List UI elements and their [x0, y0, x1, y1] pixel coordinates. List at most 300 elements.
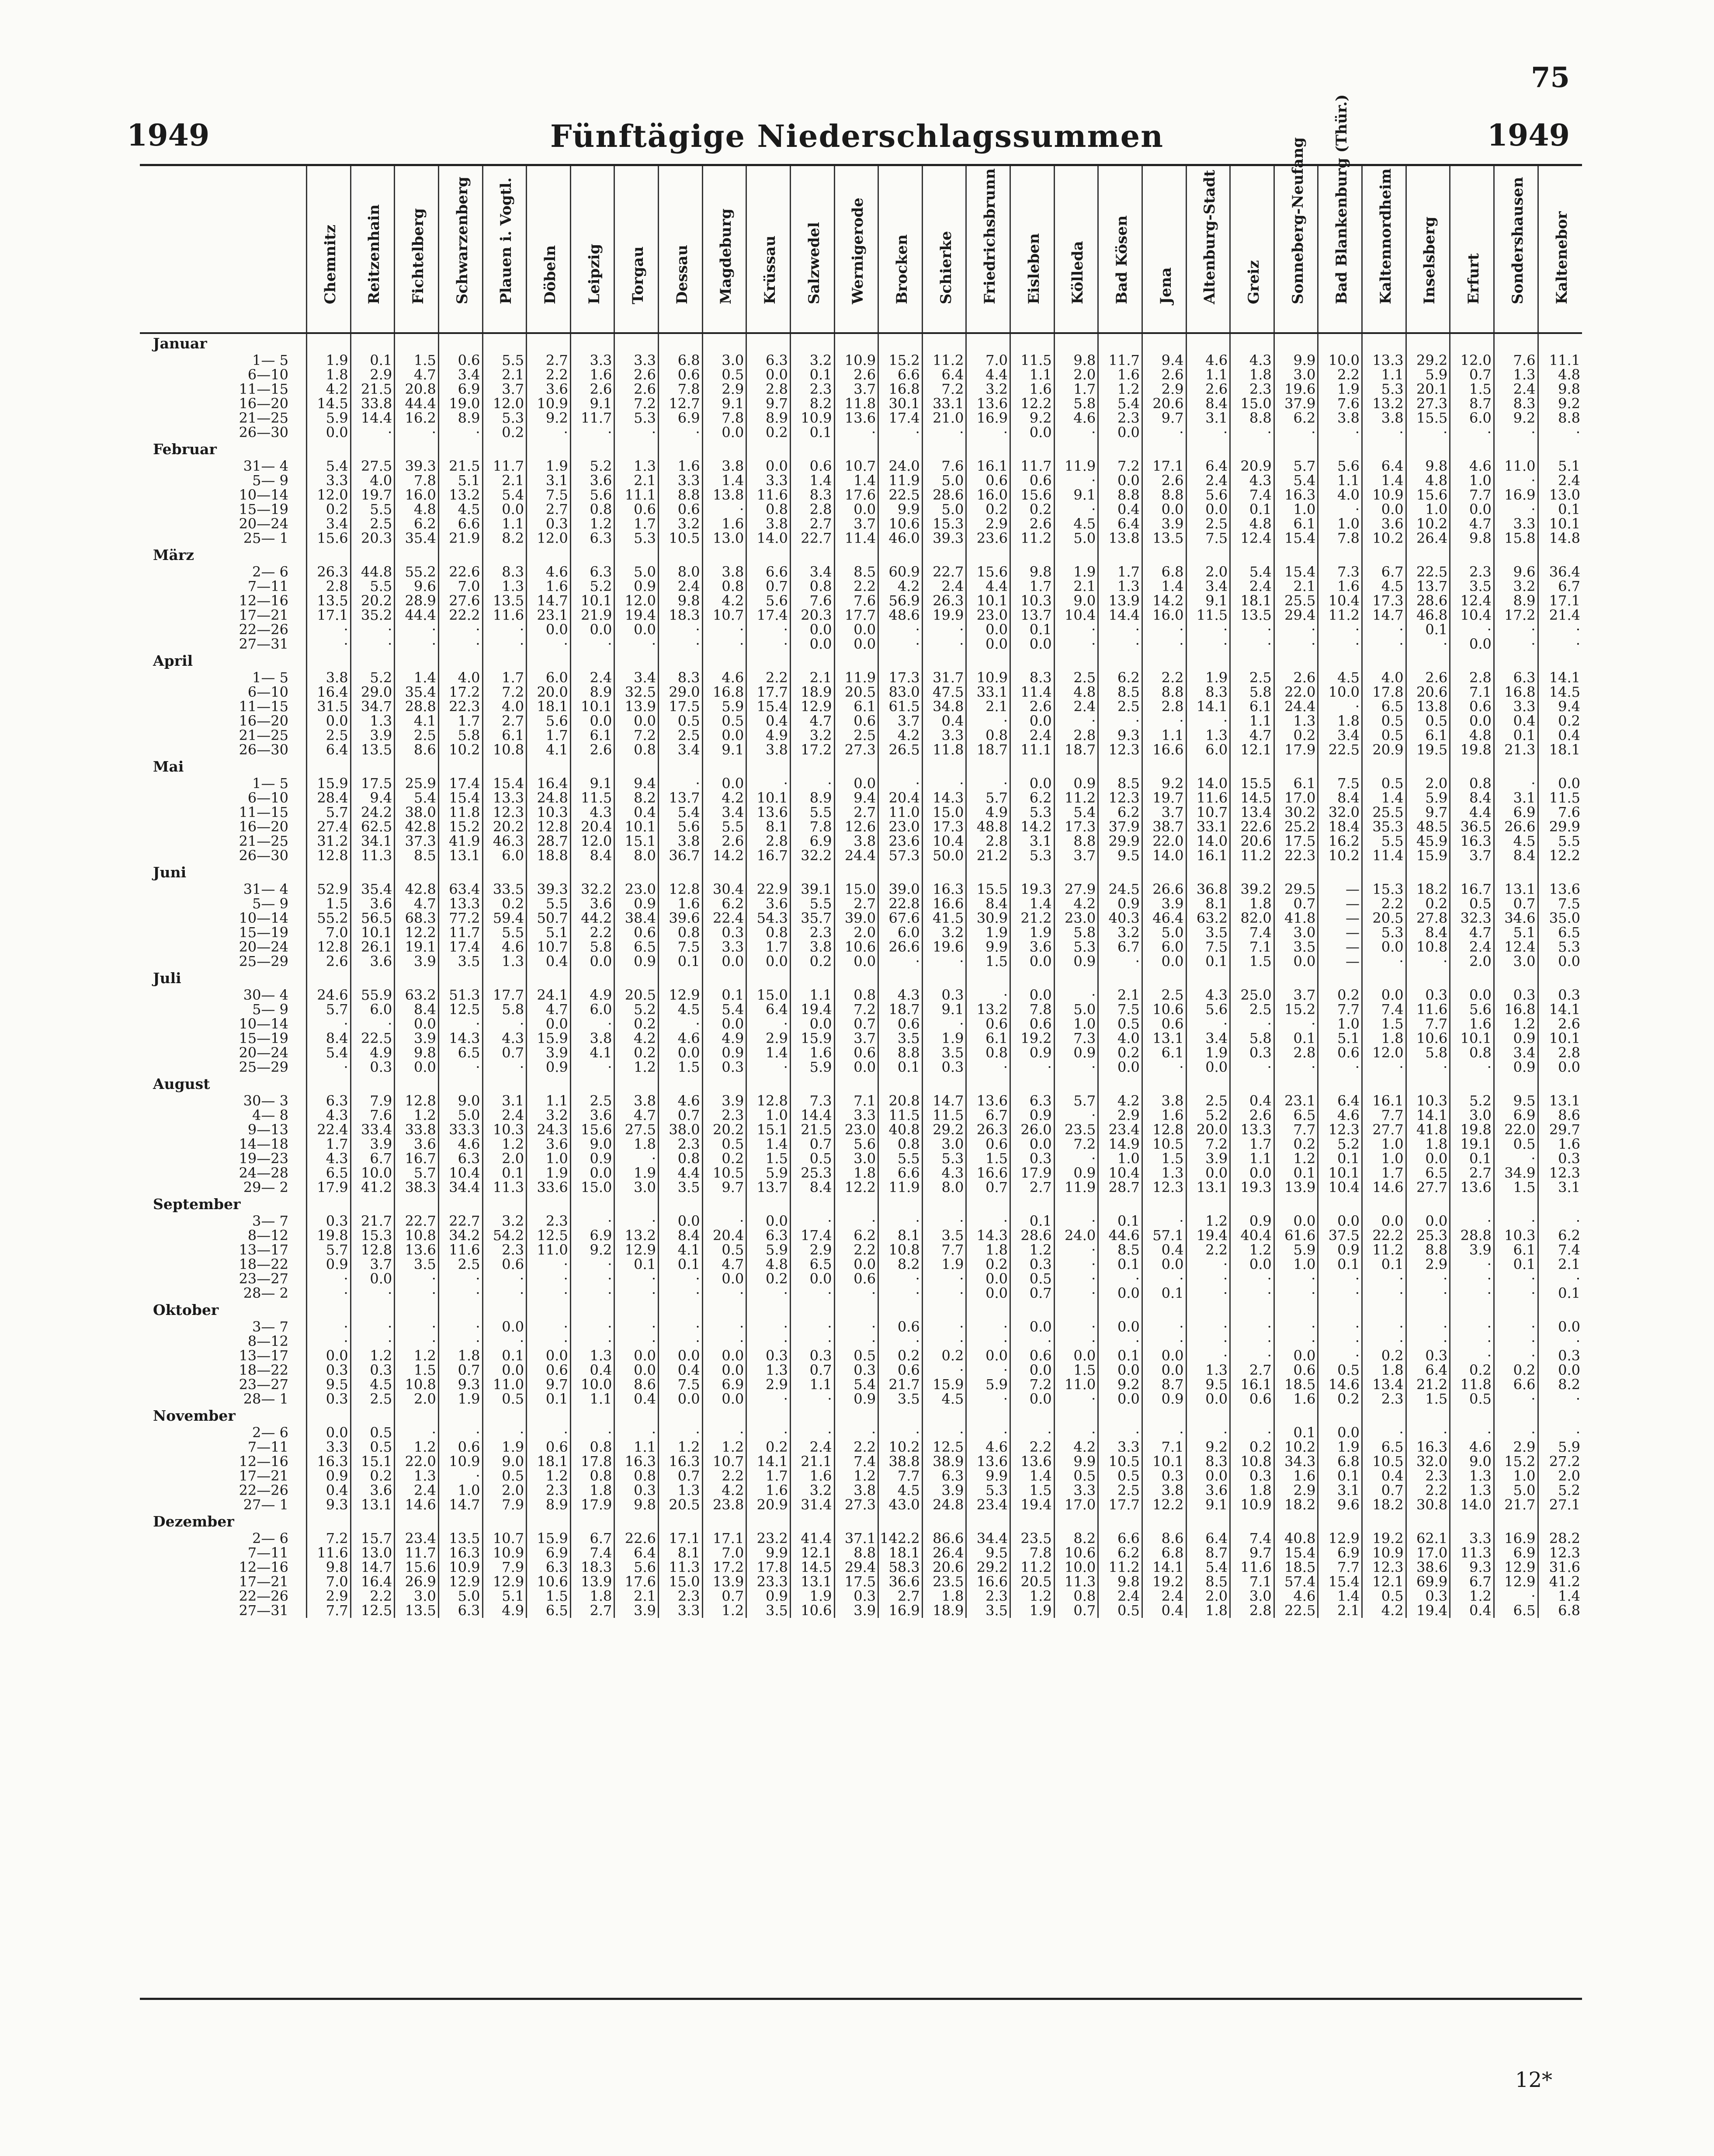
empty-cell — [834, 757, 878, 776]
precipitation-value: 6.7 — [966, 1108, 1010, 1123]
precipitation-value: 4.6 — [966, 1440, 1010, 1454]
precipitation-value: 4.6 — [659, 1094, 703, 1108]
empty-cell — [746, 1406, 791, 1426]
precipitation-value: 0.0 — [1230, 1257, 1274, 1272]
precipitation-value: 3.6 — [527, 1137, 571, 1151]
table-row — [140, 622, 1582, 637]
precipitation-value: 11.7 — [438, 925, 482, 940]
precipitation-value: 6.6 — [746, 565, 791, 579]
precipitation-value: 7.4 — [1230, 925, 1274, 940]
precipitation-value: 20.3 — [790, 608, 834, 622]
precipitation-value: 2.2 — [527, 368, 571, 382]
precipitation-value: 19.3 — [1230, 1180, 1274, 1195]
precipitation-value: 0.1 — [1274, 1426, 1318, 1440]
precipitation-value: 4.8 — [746, 1257, 791, 1272]
precipitation-value: 22.3 — [1274, 848, 1318, 863]
precipitation-value: 12.9 — [1318, 1531, 1362, 1546]
precipitation-value: 12.2 — [1142, 1498, 1186, 1512]
empty-cell — [659, 863, 703, 882]
precipitation-value: · — [307, 1060, 351, 1075]
precipitation-value: 6.4 — [922, 368, 966, 382]
empty-cell — [527, 757, 571, 776]
empty-cell — [1362, 440, 1406, 459]
precipitation-value: 1.7 — [1098, 565, 1142, 579]
precipitation-value: 6.4 — [307, 743, 351, 757]
precipitation-value: 6.4 — [1406, 1363, 1450, 1377]
precipitation-value: 0.0 — [966, 1286, 1010, 1301]
precipitation-value: 10.7 — [527, 940, 571, 954]
precipitation-value: 14.6 — [1318, 1377, 1362, 1392]
precipitation-value: 3.3 — [1098, 1440, 1142, 1454]
precipitation-value: 17.9 — [570, 1498, 614, 1512]
period-label: 22—26 — [239, 622, 288, 637]
empty-cell — [1010, 1301, 1055, 1320]
precipitation-value: 2.1 — [1274, 579, 1318, 594]
precipitation-value: 9.2 — [1494, 411, 1538, 425]
precipitation-value: 9.7 — [1230, 1546, 1274, 1560]
precipitation-value: 50.7 — [527, 911, 571, 925]
precipitation-value: 15.5 — [1230, 776, 1274, 791]
precipitation-value: 2.2 — [1186, 1243, 1230, 1257]
precipitation-value: 1.7 — [746, 1469, 791, 1483]
precipitation-value: 6.5 — [790, 1257, 834, 1272]
precipitation-value: 10.6 — [1142, 1002, 1186, 1017]
precipitation-value: 0.4 — [746, 714, 791, 728]
precipitation-value: 9.9 — [1054, 1454, 1098, 1469]
precipitation-value: 4.1 — [395, 714, 439, 728]
precipitation-value: 47.5 — [922, 685, 966, 699]
precipitation-value: 4.7 — [614, 1108, 659, 1123]
precipitation-value: 9.4 — [614, 776, 659, 791]
precipitation-value: 2.6 — [307, 954, 351, 969]
precipitation-value: 3.3 — [614, 353, 659, 368]
precipitation-value: 12.3 — [1538, 1546, 1582, 1560]
precipitation-value: 4.2 — [307, 382, 351, 396]
precipitation-value: 27.7 — [1362, 1123, 1406, 1137]
empty-cell — [1142, 757, 1186, 776]
precipitation-value: · — [1142, 1272, 1186, 1286]
precipitation-value: 40.4 — [1230, 1228, 1274, 1243]
precipitation-value: 15.4 — [1274, 1546, 1318, 1560]
precipitation-value: 7.8 — [1010, 1546, 1055, 1560]
precipitation-value: 0.3 — [922, 988, 966, 1002]
precipitation-value: 0.5 — [1406, 714, 1450, 728]
precipitation-value: 61.6 — [1274, 1228, 1318, 1243]
precipitation-value: 7.4 — [834, 1454, 878, 1469]
precipitation-value: 4.0 — [1362, 671, 1406, 685]
precipitation-value: 1.9 — [922, 1257, 966, 1272]
precipitation-value: 6.4 — [1186, 1531, 1230, 1546]
precipitation-value: 0.0 — [527, 622, 571, 637]
precipitation-value: 31.2 — [307, 834, 351, 848]
precipitation-value: 3.5 — [1450, 579, 1494, 594]
precipitation-value: 2.1 — [614, 473, 659, 488]
precipitation-value: 15.0 — [570, 1180, 614, 1195]
precipitation-value: 19.7 — [350, 488, 395, 502]
precipitation-value: 11.5 — [878, 1108, 923, 1123]
precipitation-value: 9.5 — [1494, 1094, 1538, 1108]
precipitation-value: 5.4 — [1274, 473, 1318, 488]
month-header-row — [140, 1512, 1582, 1531]
precipitation-value: 5.7 — [307, 1002, 351, 1017]
precipitation-value: · — [438, 1060, 482, 1075]
precipitation-value: · — [702, 1334, 746, 1349]
precipitation-value: 10.5 — [659, 531, 703, 546]
precipitation-value: · — [790, 1392, 834, 1406]
precipitation-value: 3.8 — [659, 834, 703, 848]
precipitation-value: 13.5 — [438, 1531, 482, 1546]
precipitation-value: 5.9 — [307, 411, 351, 425]
precipitation-value: 34.1 — [350, 834, 395, 848]
precipitation-value: 39.3 — [527, 882, 571, 897]
precipitation-value: 0.0 — [790, 637, 834, 651]
precipitation-value: 9.8 — [1450, 531, 1494, 546]
precipitation-value: 4.6 — [482, 940, 527, 954]
period-label: 2— 6 — [252, 565, 288, 579]
precipitation-value: 2.6 — [834, 368, 878, 382]
precipitation-value: 13.9 — [1098, 594, 1142, 608]
precipitation-value: 22.6 — [1230, 820, 1274, 834]
precipitation-value: 26.3 — [922, 594, 966, 608]
precipitation-value: 14.3 — [966, 1228, 1010, 1243]
precipitation-value: 1.3 — [746, 1363, 791, 1377]
precipitation-value: 1.4 — [746, 1046, 791, 1060]
precipitation-value: 3.9 — [1186, 1151, 1230, 1166]
precipitation-value: 10.8 — [878, 1243, 923, 1257]
precipitation-value: 9.9 — [966, 940, 1010, 954]
empty-cell — [438, 1075, 482, 1094]
month-label: Januar — [153, 335, 207, 352]
precipitation-value: · — [1318, 1349, 1362, 1363]
precipitation-value: 5.0 — [438, 1589, 482, 1603]
precipitation-value: 7.5 — [659, 940, 703, 954]
precipitation-value: 9.2 — [1010, 411, 1055, 425]
precipitation-value: · — [614, 1272, 659, 1286]
precipitation-value: 2.4 — [1538, 473, 1582, 488]
precipitation-value: 7.2 — [1054, 1137, 1098, 1151]
precipitation-value: 5.0 — [922, 502, 966, 517]
precipitation-value: 0.2 — [1274, 1137, 1318, 1151]
precipitation-value: 15.4 — [482, 776, 527, 791]
precipitation-value: 0.0 — [1538, 954, 1582, 969]
precipitation-value: 20.4 — [702, 1228, 746, 1243]
precipitation-value: 2.9 — [307, 1589, 351, 1603]
precipitation-value: 0.6 — [1230, 1392, 1274, 1406]
precipitation-value: 2.8 — [1142, 699, 1186, 714]
empty-cell — [1406, 333, 1450, 353]
precipitation-value: 2.6 — [1538, 1017, 1582, 1031]
precipitation-value: 3.0 — [922, 1137, 966, 1151]
precipitation-value: 9.9 — [746, 1546, 791, 1560]
precipitation-value: 2.9 — [702, 382, 746, 396]
precipitation-value: 44.4 — [395, 608, 439, 622]
table-row — [140, 1046, 1582, 1060]
precipitation-value: · — [1494, 1320, 1538, 1334]
precipitation-value: 0.9 — [1054, 1166, 1098, 1180]
precipitation-value: 5.0 — [922, 473, 966, 488]
precipitation-value: · — [659, 425, 703, 440]
empty-cell — [1494, 1406, 1538, 1426]
precipitation-value: 14.5 — [1538, 685, 1582, 699]
precipitation-value: · — [1406, 425, 1450, 440]
precipitation-value: 8.4 — [1318, 791, 1362, 805]
precipitation-value: 25.2 — [1274, 820, 1318, 834]
precipitation-value: 4.0 — [350, 473, 395, 488]
precipitation-value: 3.9 — [834, 1603, 878, 1618]
empty-cell — [1054, 651, 1098, 671]
precipitation-value: · — [1450, 1320, 1494, 1334]
precipitation-value: 8.9 — [746, 411, 791, 425]
precipitation-value: 0.9 — [570, 1151, 614, 1166]
empty-cell — [1098, 757, 1142, 776]
precipitation-value: 2.4 — [659, 579, 703, 594]
precipitation-value: 1.8 — [307, 368, 351, 382]
precipitation-value: 3.3 — [746, 473, 791, 488]
precipitation-value: 11.8 — [1450, 1377, 1494, 1392]
precipitation-value: 0.5 — [702, 1243, 746, 1257]
precipitation-value: · — [1098, 622, 1142, 637]
precipitation-value: 0.0 — [834, 954, 878, 969]
precipitation-value: 10.9 — [1362, 1546, 1406, 1560]
precipitation-value: 3.6 — [570, 1108, 614, 1123]
precipitation-value: 10.3 — [527, 805, 571, 820]
precipitation-value: 0.2 — [614, 1046, 659, 1060]
precipitation-value: 2.0 — [1538, 1469, 1582, 1483]
precipitation-value: 1.2 — [1010, 1243, 1055, 1257]
station-name: Krüssau — [761, 235, 779, 304]
precipitation-value: 2.1 — [1538, 1257, 1582, 1272]
precipitation-value: 6.5 — [1406, 1166, 1450, 1180]
precipitation-value: 5.0 — [1494, 1483, 1538, 1498]
precipitation-value: 39.0 — [834, 911, 878, 925]
empty-cell — [527, 546, 571, 565]
precipitation-value: 0.9 — [614, 954, 659, 969]
precipitation-value: 17.2 — [1494, 608, 1538, 622]
precipitation-value: · — [482, 1334, 527, 1349]
precipitation-value: 12.3 — [1538, 1166, 1582, 1180]
precipitation-value: 4.7 — [527, 1002, 571, 1017]
precipitation-value: 0.0 — [1010, 425, 1055, 440]
empty-cell — [350, 333, 395, 353]
precipitation-value: 2.7 — [527, 353, 571, 368]
precipitation-value: 7.6 — [834, 594, 878, 608]
precipitation-value: 2.0 — [1406, 776, 1450, 791]
precipitation-value: 9.5 — [1186, 1377, 1230, 1392]
precipitation-value: 16.3 — [1406, 1440, 1450, 1454]
precipitation-value: 1.4 — [1010, 897, 1055, 911]
station-header — [614, 166, 659, 333]
precipitation-value: 0.0 — [659, 1392, 703, 1406]
precipitation-value: 28.4 — [307, 791, 351, 805]
precipitation-value: 34.4 — [438, 1180, 482, 1195]
empty-cell — [746, 1512, 791, 1531]
precipitation-value: 0.1 — [1098, 1257, 1142, 1272]
precipitation-value: · — [1406, 1320, 1450, 1334]
empty-cell — [1230, 1406, 1274, 1426]
precipitation-value: 9.9 — [966, 1469, 1010, 1483]
precipitation-value: 0.2 — [966, 1257, 1010, 1272]
precipitation-value: 0.0 — [746, 1214, 791, 1228]
period-label: 25—29 — [239, 954, 288, 969]
precipitation-value: 11.3 — [659, 1560, 703, 1575]
month-label: April — [153, 652, 193, 669]
precipitation-value: · — [482, 1060, 527, 1075]
empty-cell — [1494, 1075, 1538, 1094]
precipitation-value: 1.8 — [1230, 897, 1274, 911]
precipitation-value: · — [1318, 425, 1362, 440]
precipitation-value: 0.1 — [1318, 1257, 1362, 1272]
precipitation-value: 2.8 — [746, 834, 791, 848]
precipitation-value: · — [790, 776, 834, 791]
precipitation-value: 17.1 — [1142, 459, 1186, 473]
precipitation-value: 3.2 — [1494, 579, 1538, 594]
empty-cell — [482, 1406, 527, 1426]
precipitation-value: 7.6 — [790, 594, 834, 608]
precipitation-value: · — [1494, 1272, 1538, 1286]
precipitation-value: 8.9 — [1494, 594, 1538, 608]
precipitation-value: 3.0 — [1274, 925, 1318, 940]
precipitation-value: 14.7 — [527, 594, 571, 608]
empty-cell — [395, 969, 439, 988]
empty-cell — [1538, 333, 1582, 353]
precipitation-value: 0.1 — [1274, 1166, 1318, 1180]
precipitation-value: 19.6 — [922, 940, 966, 954]
precipitation-value: 0.7 — [1054, 1603, 1098, 1618]
empty-cell — [966, 1195, 1010, 1214]
precipitation-value: 18.4 — [1318, 820, 1362, 834]
precipitation-value: 20.9 — [746, 1498, 791, 1512]
precipitation-value: 1.6 — [790, 1046, 834, 1060]
period-label: 26—30 — [239, 425, 288, 440]
precipitation-value: 0.3 — [834, 1589, 878, 1603]
precipitation-value: 3.3 — [307, 1440, 351, 1454]
precipitation-value: 18.1 — [1230, 594, 1274, 608]
precipitation-value: 1.4 — [1362, 791, 1406, 805]
precipitation-value: 7.6 — [350, 1108, 395, 1123]
precipitation-value: 3.2 — [482, 1214, 527, 1228]
precipitation-value: 20.4 — [878, 791, 923, 805]
precipitation-value: 0.2 — [790, 954, 834, 969]
table-row — [140, 1243, 1582, 1257]
precipitation-value: 0.6 — [527, 1363, 571, 1377]
precipitation-value: 9.1 — [702, 743, 746, 757]
precipitation-value: 13.0 — [702, 531, 746, 546]
precipitation-value: · — [1098, 637, 1142, 651]
precipitation-value: 2.7 — [570, 1603, 614, 1618]
precipitation-value: 1.3 — [1494, 368, 1538, 382]
empty-cell — [834, 546, 878, 565]
precipitation-value: 18.7 — [1054, 743, 1098, 757]
precipitation-value: 0.0 — [570, 714, 614, 728]
precipitation-value: 13.1 — [790, 1575, 834, 1589]
precipitation-value: 5.0 — [438, 1108, 482, 1123]
precipitation-value: 0.0 — [1142, 1257, 1186, 1272]
empty-cell — [922, 863, 966, 882]
precipitation-value: 10.6 — [1406, 1031, 1450, 1046]
precipitation-value: 12.6 — [834, 820, 878, 834]
precipitation-value: 1.5 — [1230, 954, 1274, 969]
period-label: 19—23 — [239, 1151, 288, 1166]
precipitation-value: 13.0 — [350, 1546, 395, 1560]
precipitation-value: 16.9 — [966, 411, 1010, 425]
precipitation-value: 2.3 — [790, 925, 834, 940]
precipitation-value: 11.6 — [438, 1243, 482, 1257]
empty-cell — [307, 1195, 351, 1214]
table-row — [140, 382, 1582, 396]
precipitation-value: · — [1054, 1060, 1098, 1075]
empty-cell — [1450, 651, 1494, 671]
precipitation-value: 15.4 — [438, 791, 482, 805]
precipitation-value: 7.8 — [702, 411, 746, 425]
precipitation-value: 16.9 — [878, 1603, 923, 1618]
empty-cell — [1142, 863, 1186, 882]
empty-cell — [438, 863, 482, 882]
precipitation-value: 55.2 — [395, 565, 439, 579]
station-header — [1098, 166, 1142, 333]
precipitation-value: 0.5 — [1098, 1017, 1142, 1031]
precipitation-value: · — [1494, 502, 1538, 517]
precipitation-value: 1.7 — [1230, 1137, 1274, 1151]
precipitation-value: 4.9 — [966, 805, 1010, 820]
precipitation-value: 14.3 — [922, 791, 966, 805]
precipitation-value: 11.2 — [1230, 848, 1274, 863]
precipitation-value: 0.1 — [1538, 502, 1582, 517]
station-header — [1494, 166, 1538, 333]
precipitation-value: 3.0 — [395, 1589, 439, 1603]
precipitation-value: 6.5 — [527, 1603, 571, 1618]
precipitation-value: 41.2 — [1538, 1575, 1582, 1589]
precipitation-value: 8.4 — [1406, 925, 1450, 940]
precipitation-value: 20.5 — [659, 1498, 703, 1512]
empty-cell — [1494, 440, 1538, 459]
precipitation-value: 14.7 — [922, 1094, 966, 1108]
precipitation-value: 5.1 — [1538, 459, 1582, 473]
precipitation-value: 0.7 — [702, 1589, 746, 1603]
precipitation-value: 2.2 — [1406, 1483, 1450, 1498]
precipitation-value: 8.4 — [307, 1031, 351, 1046]
precipitation-value: 0.0 — [834, 1257, 878, 1272]
empty-cell — [1186, 440, 1230, 459]
period-label: 7—11 — [247, 1546, 288, 1560]
precipitation-value: 9.5 — [307, 1377, 351, 1392]
precipitation-value: 0.0 — [1098, 1320, 1142, 1334]
precipitation-value: · — [438, 1286, 482, 1301]
precipitation-value: · — [922, 954, 966, 969]
precipitation-value: 8.2 — [482, 531, 527, 546]
empty-cell — [790, 333, 834, 353]
empty-cell — [834, 1301, 878, 1320]
precipitation-value: · — [570, 425, 614, 440]
precipitation-value: 6.5 — [614, 940, 659, 954]
precipitation-value: 4.3 — [1230, 353, 1274, 368]
precipitation-value: 26.6 — [878, 940, 923, 954]
precipitation-value: 0.3 — [614, 1483, 659, 1498]
period-label: 20—24 — [239, 1046, 288, 1060]
precipitation-value: 44.4 — [395, 396, 439, 411]
precipitation-value: · — [570, 1272, 614, 1286]
empty-cell — [527, 651, 571, 671]
empty-cell — [570, 1301, 614, 1320]
precipitation-value: 3.5 — [659, 1180, 703, 1195]
precipitation-value: 4.3 — [1186, 988, 1230, 1002]
precipitation-value: 0.0 — [746, 954, 791, 969]
precipitation-value: 24.2 — [350, 805, 395, 820]
month-label: November — [153, 1407, 236, 1424]
precipitation-value: 2.9 — [350, 368, 395, 382]
empty-cell — [614, 1301, 659, 1320]
period-label: 26—30 — [239, 848, 288, 863]
precipitation-value: 8.5 — [1098, 1243, 1142, 1257]
